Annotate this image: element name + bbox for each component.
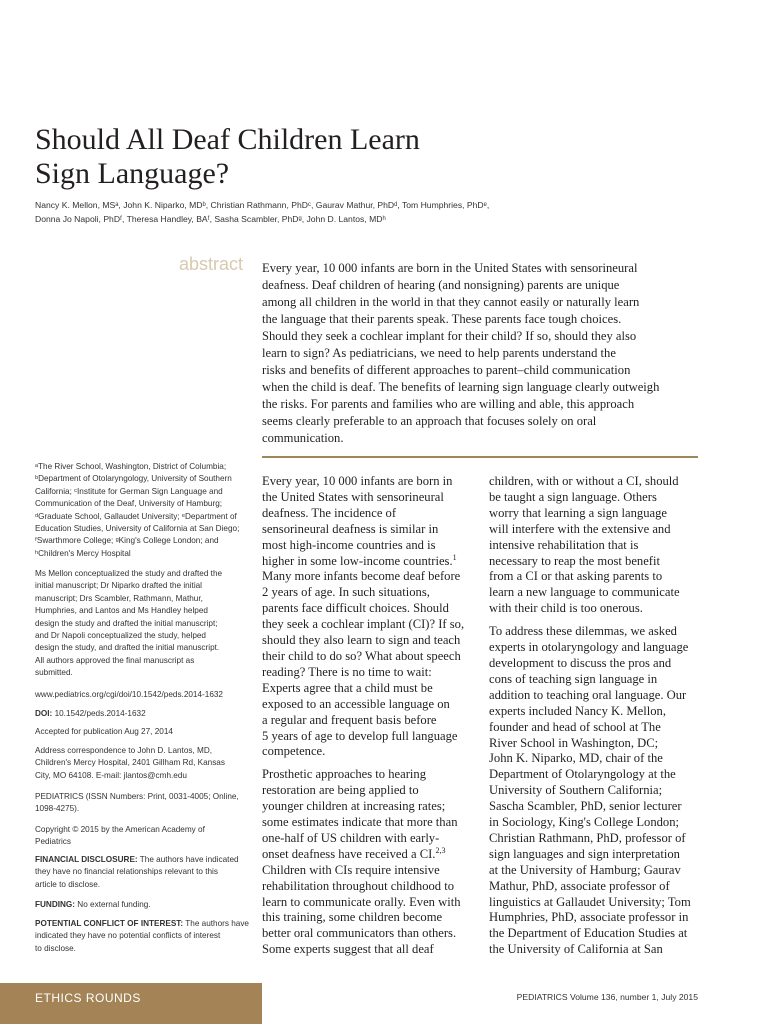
- body-line: 2 years of age. In such situations,: [262, 585, 430, 600]
- contribution-line: Humphries, and Lantos and Ms Handley helped: [35, 606, 208, 616]
- citation-ref[interactable]: 2,3: [435, 845, 446, 855]
- body-line: deafness. The incidence of: [262, 505, 397, 520]
- author-line: Nancy K. Mellon, MSᵃ, John K. Niparko, MDᵇ, Christian Rathmann, PhDᶜ, Gaurav Mathur, PhDᵈ, Tom Humphries, PhDᵉ,: [35, 200, 490, 210]
- body-line-text: higher in some low-income countries.: [262, 553, 453, 568]
- body-line: children, with or without a CI, should: [489, 474, 679, 488]
- affiliations: [35, 461, 250, 560]
- financial-line: they have no financial relationships relevant to this: [35, 867, 218, 877]
- body-line: To address these dilemmas, we asked: [489, 624, 677, 639]
- body-line: [262, 554, 480, 570]
- journal-citation: PEDIATRICS Volume 136, number 1, July 2015: [516, 992, 698, 1002]
- body-line: reading? There is no time to wait:: [262, 664, 432, 679]
- section-tab: [0, 983, 262, 1024]
- body-line: some estimates indicate that more than: [262, 815, 458, 830]
- financial-label: FINANCIAL DISCLOSURE:: [35, 855, 138, 864]
- copyright-line: Pediatrics: [35, 837, 71, 847]
- affiliation-line: Education Studies, University of California at San Diego;: [35, 524, 240, 534]
- contribution-line: All authors approved the final manuscript as: [35, 655, 195, 665]
- contribution-line: manuscript; Drs Scambler, Rathmann, Mathur,: [35, 593, 203, 603]
- correspondence: [35, 745, 250, 782]
- body-line: exposed to an accessible language on: [262, 696, 450, 711]
- section-tab-label: ETHICS ROUNDS: [35, 991, 141, 1005]
- abstract-line: among all children in the world in that they cannot easily or naturally learn: [262, 295, 640, 309]
- financial-line: article to disclose.: [35, 879, 101, 889]
- abstract-line: seems clearly preferable to an approach that focuses solely on oral: [262, 414, 597, 428]
- issn-line: 1098-4275).: [35, 804, 80, 814]
- correspondence-line: City, MO 64108. E-mail: jlantos@cmh.edu: [35, 770, 187, 780]
- financial-disclosure: [35, 854, 250, 891]
- body-line: sensorineural deafness is similar in: [262, 521, 439, 536]
- body-line: 5 years of age to develop full language: [262, 728, 458, 743]
- conflict-text: The authors have: [183, 919, 249, 928]
- body-line: learn a new language to communicate: [489, 585, 680, 600]
- body-line: with their child is too onerous.: [489, 601, 643, 616]
- body-line: parents face difficult choices. Should: [262, 601, 449, 616]
- body-line: [262, 847, 480, 863]
- body-line: younger children at increasing rates;: [262, 799, 446, 814]
- accepted-date: [35, 726, 250, 738]
- body-line: Every year, 10 000 infants are born in: [262, 474, 453, 488]
- body-line: Mathur, PhD, associate professor of: [489, 878, 670, 893]
- abstract-text: [262, 260, 702, 447]
- body-column-1: [262, 474, 480, 958]
- affiliation-line: ᵇDepartment of Otolaryngology, University of Southern: [35, 474, 232, 484]
- body-line: competence.: [262, 744, 326, 759]
- copyright: [35, 824, 250, 849]
- accepted-text: Accepted for publication Aug 27, 2014: [35, 727, 173, 736]
- affiliation-line: ᶠSwarthmore College; ᵍKing's College London; and: [35, 536, 219, 546]
- body-line: founder and head of school at The: [489, 719, 661, 734]
- conflict-line: indicated they have no potential conflicts of interest: [35, 931, 221, 941]
- body-line: at the University of Hamburg; Gaurav: [489, 862, 681, 877]
- title-line: Sign Language?: [35, 157, 230, 190]
- body-line: Sascha Scambler, PhD, senior lecturer: [489, 799, 682, 814]
- abstract-line: Every year, 10 000 infants are born in the United States with sensorineural: [262, 261, 638, 275]
- abstract-line: Should they seek a cochlear implant for their child? If so, should they also: [262, 329, 637, 343]
- body-line: their child to do so? What about speech: [262, 648, 461, 663]
- body-line: the University of California at San: [489, 942, 663, 957]
- conflict-label: POTENTIAL CONFLICT OF INTEREST:: [35, 919, 184, 928]
- doi: [35, 708, 250, 720]
- abstract-line: the language that their parents speak. These parents face tough choices.: [262, 312, 622, 326]
- body-line: River School in Washington, DC;: [489, 735, 659, 750]
- affiliation-line: ᵃThe River School, Washington, District of Columbia;: [35, 462, 227, 471]
- body-line: Department of Otolaryngology at the: [489, 767, 676, 782]
- contribution-line: design the study, and drafted the initial manuscript.: [35, 643, 220, 653]
- body-line: Prosthetic approaches to hearing: [262, 767, 427, 782]
- abstract-label: abstract: [178, 254, 243, 274]
- body-line: Christian Rathmann, PhD, professor of: [489, 830, 686, 845]
- correspondence-line: Address correspondence to John D. Lantos, MD,: [35, 746, 213, 755]
- body-line: in Sociology, King's College London;: [489, 815, 680, 830]
- body-line: development to discuss the pros and: [489, 655, 672, 670]
- article-url[interactable]: [35, 689, 250, 701]
- affiliation-line: ᵈGraduate School, Gallaudet University; ᵉDepartment of: [35, 511, 237, 521]
- contribution-line: Ms Mellon conceptualized the study and drafted the: [35, 569, 223, 578]
- body-line: University of Southern California;: [489, 783, 663, 798]
- abstract-line: deafness. Deaf children of hearing (and nonsigning) parents are unique: [262, 278, 620, 292]
- body-line: John K. Niparko, MD, chair of the: [489, 751, 663, 766]
- url-text[interactable]: www.pediatrics.org/cgi/doi/10.1542/peds.2014-1632: [35, 690, 223, 699]
- financial-text: The authors have indicated: [137, 855, 239, 864]
- citation-ref[interactable]: 1: [452, 552, 457, 562]
- body-column-2: [489, 474, 707, 958]
- body-line: worry that learning a sign language: [489, 505, 668, 520]
- body-line: linguistics at Gallaudet University; Tom: [489, 894, 691, 909]
- funding-text: No external funding.: [75, 900, 151, 909]
- body-line-text: onset deafness have received a CI.: [262, 846, 436, 861]
- contribution-line: initial manuscript; Dr Niparko drafted the initial: [35, 581, 203, 591]
- body-line: this training, some children become: [262, 910, 443, 925]
- body-line: rehabilitation throughout childhood to: [262, 878, 455, 893]
- affiliation-line: ʰChildren's Mercy Hospital: [35, 548, 131, 558]
- body-line: better oral communicators than others.: [262, 926, 457, 941]
- body-line: they seek a cochlear implant (CI)? If so,: [262, 617, 465, 632]
- body-line: cons of teaching sign language in: [489, 671, 658, 686]
- body-line: experts in otolaryngology and language: [489, 640, 689, 655]
- correspondence-line: Children's Mercy Hospital, 2401 Gillham Rd, Kansas: [35, 758, 225, 768]
- body-line: a regular and frequent basis before: [262, 712, 437, 727]
- author-list: [35, 198, 555, 226]
- copyright-line: Copyright © 2015 by the American Academy of: [35, 825, 205, 834]
- article-title: [35, 123, 595, 191]
- abstract-line: communication.: [262, 431, 344, 445]
- funding: [35, 899, 250, 911]
- body-line: Many more infants become deaf before: [262, 569, 461, 584]
- issn-line: PEDIATRICS (ISSN Numbers: Print, 0031-4005; Online,: [35, 792, 239, 801]
- body-line: Some experts suggest that all deaf: [262, 942, 434, 957]
- body-line: most high-income countries and is: [262, 537, 436, 552]
- affiliation-line: Communication of the Deaf, University of Hamburg;: [35, 499, 223, 509]
- author-contributions: [35, 568, 250, 680]
- body-line: learn to communicate orally. Even with: [262, 894, 461, 909]
- body-line: Experts agree that a child must be: [262, 680, 433, 695]
- body-line: Children with CIs require intensive: [262, 862, 440, 877]
- affiliation-line: California; ᶜInstitute for German Sign Language and: [35, 486, 223, 496]
- body-line: Humphries, PhD, associate professor in: [489, 910, 689, 925]
- body-line: will interfere with the extensive and: [489, 521, 671, 536]
- body-line: from a CI or that asking parents to: [489, 569, 663, 584]
- abstract-line: learn to sign? As pediatricians, we need to help parents understand the: [262, 346, 616, 360]
- conflict-of-interest: [35, 918, 250, 955]
- abstract-line: when the child is deaf. The benefits of learning sign language clearly outweigh: [262, 380, 660, 394]
- conflict-line: to disclose.: [35, 943, 76, 953]
- abstract-line: the risks. For parents and families who are willing and able, this approach: [262, 397, 635, 411]
- author-line: Donna Jo Napoli, PhDᶠ, Theresa Handley, BAᶠ, Sasha Scambler, PhDᵍ, John D. Lantos, MDʰ: [35, 214, 386, 224]
- contribution-line: design the study and drafted the initial manuscript;: [35, 618, 218, 628]
- body-line: restoration are being applied to: [262, 783, 419, 798]
- body-line: sign languages and sign interpretation: [489, 846, 680, 861]
- body-line: the Department of Education Studies at: [489, 926, 688, 941]
- title-line: Should All Deaf Children Learn: [35, 123, 420, 156]
- doi-label: DOI:: [35, 709, 53, 718]
- doi-value[interactable]: 10.1542/peds.2014-1632: [54, 709, 146, 718]
- funding-label: FUNDING:: [35, 900, 76, 909]
- body-line: necessary to reap the most benefit: [489, 553, 660, 568]
- issn: [35, 791, 250, 816]
- contribution-line: submitted.: [35, 668, 73, 678]
- contribution-line: and Dr Napoli conceptualized the study, helped: [35, 631, 206, 641]
- abstract-line: risks and benefits of different approaches to parent–child communication: [262, 363, 631, 377]
- body-line: experts included Nancy K. Mellon,: [489, 703, 666, 718]
- body-line: be taught a sign language. Others: [489, 489, 657, 504]
- body-line: addition to teaching oral language. Our: [489, 687, 687, 702]
- body-line: one-half of US children with early-: [262, 830, 440, 845]
- body-line: should they also learn to sign and teach: [262, 633, 461, 648]
- abstract-divider: [262, 456, 698, 458]
- body-line: intensive rehabilitation that is: [489, 537, 639, 552]
- body-line: the United States with sensorineural: [262, 489, 444, 504]
